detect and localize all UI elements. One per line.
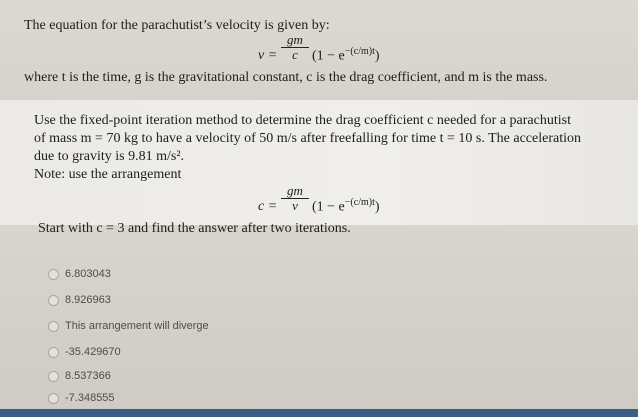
option-label: 8.537366	[65, 370, 111, 382]
option-label: 6.803043	[65, 268, 111, 280]
eq1-lhs: v =	[258, 48, 278, 63]
eq1-numerator: gm	[281, 33, 309, 48]
answer-option-3[interactable]	[48, 318, 209, 334]
eq2-lhs: c =	[258, 199, 278, 214]
question-line-1: Use the fixed-point iteration method to determine the drag coefficient c needed for a parachutist	[34, 113, 571, 128]
radio-button[interactable]	[48, 269, 59, 280]
radio-button[interactable]	[48, 347, 59, 358]
answer-option-2[interactable]	[48, 292, 111, 308]
question-note: Note: use the arrangement	[34, 167, 182, 182]
eq2-paren-open: (1 − e	[312, 199, 345, 215]
answer-option-1[interactable]	[48, 266, 111, 282]
eq1-paren	[312, 46, 380, 65]
answer-option-5[interactable]	[48, 368, 111, 384]
eq2-exponent: −(c/m)t	[344, 197, 375, 208]
eq1-paren-close: )	[374, 48, 380, 64]
question-line-3: due to gravity is 9.81 m/s².	[34, 149, 185, 164]
eq1-paren-open: (1 − e	[312, 48, 345, 64]
question-start: Start with c = 3 and find the answer after two iterations.	[38, 221, 351, 236]
eq2-paren-close: )	[374, 199, 380, 215]
intro-where: where t is the time, g is the gravitational constant, c is the drag coefficient, and m is the mass.	[24, 70, 548, 85]
eq2-fraction	[281, 184, 309, 213]
answer-option-6[interactable]	[48, 390, 115, 406]
eq2-paren	[312, 197, 380, 216]
eq2-numerator: gm	[281, 184, 309, 199]
answer-option-4[interactable]	[48, 344, 121, 360]
radio-button[interactable]	[48, 393, 59, 404]
option-label: -7.348555	[65, 392, 115, 404]
eq1-exponent: −(c/m)t	[344, 46, 375, 57]
radio-button[interactable]	[48, 295, 59, 306]
radio-button[interactable]	[48, 371, 59, 382]
intro-title: The equation for the parachutist’s velocity is given by:	[24, 18, 330, 33]
question-line-2: of mass m = 70 kg to have a velocity of 50 m/s after freefalling for time t = 10 s. The acceleration	[34, 131, 581, 146]
option-label: This arrangement will diverge	[65, 320, 209, 332]
taskbar-strip	[0, 409, 638, 417]
option-label: 8.926963	[65, 294, 111, 306]
eq1-fraction	[281, 33, 309, 62]
eq2-denominator: v	[292, 198, 298, 213]
option-label: -35.429670	[65, 346, 121, 358]
eq1-denominator: c	[292, 47, 298, 62]
radio-button[interactable]	[48, 321, 59, 332]
